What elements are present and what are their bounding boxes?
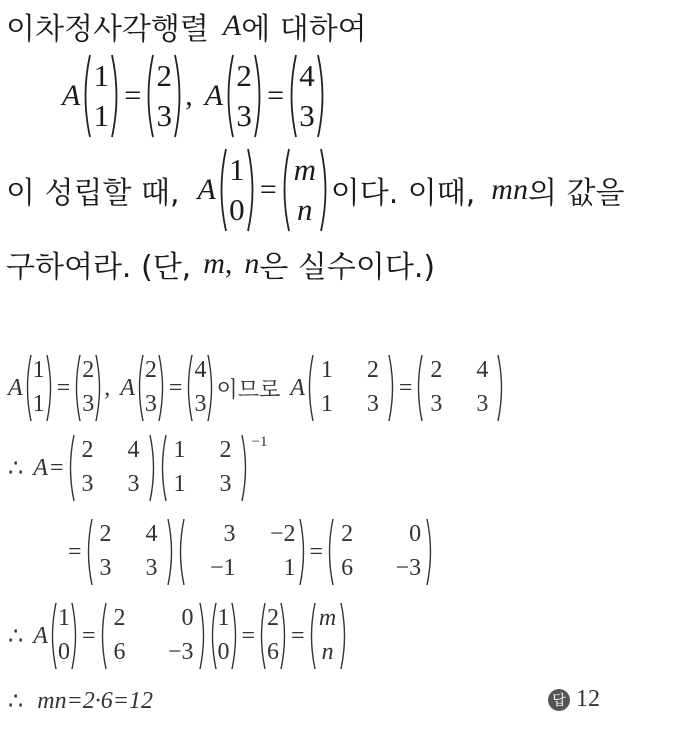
s4-v3-top: 2 bbox=[267, 605, 280, 631]
answer-label-icon: 답 bbox=[548, 689, 570, 711]
s1-v3-bottom: 3 bbox=[144, 391, 157, 417]
s4-a: A bbox=[33, 622, 48, 649]
s3-m3 bbox=[325, 517, 435, 587]
s2-a: A bbox=[33, 454, 48, 481]
s2-m2-r1c2: 2 bbox=[219, 437, 232, 463]
right-paren bbox=[496, 353, 506, 423]
s3-m2-r1c1: 3 bbox=[223, 521, 236, 547]
cond-a: A bbox=[197, 173, 216, 206]
s1-v4 bbox=[184, 353, 216, 423]
right-paren bbox=[45, 353, 55, 423]
s2-m2-r2c2: 3 bbox=[219, 471, 232, 497]
s2-m2-r1c1: 1 bbox=[173, 437, 186, 463]
s2-m1-r1c2: 4 bbox=[127, 437, 140, 463]
s3-m3-r2c2: −3 bbox=[395, 555, 422, 581]
s1-m1-r2c2: 3 bbox=[366, 391, 379, 417]
s1-a1: A bbox=[8, 374, 23, 401]
final-expression: mn=2·6=12 bbox=[37, 687, 154, 714]
right-paren bbox=[253, 52, 265, 140]
right-paren bbox=[316, 52, 328, 140]
s4-equals-1: = bbox=[81, 622, 96, 649]
right-paren bbox=[166, 517, 176, 587]
right-paren bbox=[148, 433, 158, 503]
right-paren bbox=[425, 517, 435, 587]
problem-condition-head: 이 성립할 때, bbox=[6, 176, 180, 211]
eq1-equals: = bbox=[124, 79, 142, 112]
cond-v2-top: m bbox=[293, 152, 316, 187]
cond-v2-bottom: n bbox=[297, 192, 313, 227]
answer-badge bbox=[548, 686, 600, 713]
eq1-a: A bbox=[62, 79, 81, 112]
s3-m1-r2c1: 3 bbox=[99, 555, 112, 581]
cond-vector-left bbox=[216, 146, 258, 234]
cond-equals: = bbox=[259, 173, 277, 206]
cond-v1-top: 1 bbox=[229, 152, 245, 187]
s4-m1-r2c2: −3 bbox=[167, 639, 194, 665]
problem-condition-line bbox=[6, 144, 624, 236]
s3-m2-r1c2: −2 bbox=[270, 521, 296, 547]
s2-equals: = bbox=[49, 454, 64, 481]
right-paren bbox=[70, 601, 80, 671]
right-paren bbox=[206, 353, 216, 423]
s3-m1-r1c1: 2 bbox=[99, 521, 112, 547]
s4-m1-r1c1: 2 bbox=[113, 605, 126, 631]
s3-equals-2: = bbox=[309, 538, 324, 565]
s1-equals-3: = bbox=[398, 374, 413, 401]
right-paren bbox=[230, 601, 240, 671]
s4-v4-bottom: n bbox=[321, 639, 334, 665]
right-paren bbox=[387, 353, 397, 423]
s2-m1-r1c1: 2 bbox=[81, 437, 94, 463]
s1-v1-top: 1 bbox=[32, 357, 45, 383]
var-n: n bbox=[244, 247, 260, 280]
eq1-vector-right bbox=[143, 52, 185, 140]
eq2-v2-top: 4 bbox=[299, 58, 315, 93]
s4-v4 bbox=[307, 601, 349, 671]
s1-m2-r1c2: 4 bbox=[476, 357, 489, 383]
eq1-vector-left bbox=[80, 52, 122, 140]
s1-comma: , bbox=[104, 374, 111, 401]
problem-intro-text: 이차정사각행렬 bbox=[6, 12, 209, 47]
s3-m1 bbox=[84, 517, 176, 587]
s1-v3 bbox=[135, 353, 167, 423]
eq2-vector-right bbox=[286, 52, 328, 140]
right-paren bbox=[94, 353, 104, 423]
right-paren bbox=[157, 353, 167, 423]
s1-equals-2: = bbox=[168, 374, 183, 401]
solution-line-1 bbox=[8, 352, 506, 424]
s4-v1-top: 1 bbox=[57, 605, 70, 631]
right-paren bbox=[240, 433, 250, 503]
s3-m2 bbox=[176, 517, 308, 587]
therefore-icon: ∴ bbox=[8, 455, 24, 482]
left-paren bbox=[98, 601, 108, 671]
s1-m1-r1c2: 2 bbox=[366, 357, 379, 383]
s1-v1 bbox=[23, 353, 55, 423]
s1-m2 bbox=[414, 353, 506, 423]
s1-m2-r2c2: 3 bbox=[476, 391, 489, 417]
right-paren bbox=[173, 52, 185, 140]
problem-footnote-line bbox=[6, 242, 435, 286]
eq2-v1-top: 2 bbox=[236, 58, 252, 93]
solution-line-2 bbox=[8, 432, 267, 504]
s1-equals-1: = bbox=[56, 374, 71, 401]
eq2-v1-bottom: 3 bbox=[236, 98, 252, 133]
s2-m1 bbox=[66, 433, 158, 503]
problem-condition-mid: 이다. 이때, bbox=[330, 176, 476, 211]
s4-v2-bottom: 0 bbox=[217, 639, 230, 665]
right-paren bbox=[198, 601, 208, 671]
eq2-vector-left bbox=[223, 52, 265, 140]
left-paren bbox=[84, 517, 94, 587]
eq1-v2-bottom: 3 bbox=[156, 98, 172, 133]
eq1-v1-top: 1 bbox=[93, 58, 110, 93]
s1-m1 bbox=[305, 353, 397, 423]
cond-vector-right bbox=[279, 146, 331, 234]
answer-value: 12 bbox=[576, 686, 600, 712]
right-paren bbox=[110, 52, 122, 140]
s3-m1-r2c2: 3 bbox=[145, 555, 158, 581]
s4-v3 bbox=[257, 601, 289, 671]
s1-a3: A bbox=[290, 374, 305, 401]
s3-equals-1: = bbox=[68, 538, 82, 565]
problem-equation-line bbox=[62, 50, 328, 142]
problem-line-1 bbox=[6, 6, 367, 46]
s1-m2-r2c1: 3 bbox=[430, 391, 443, 417]
eq2-a: A bbox=[204, 79, 224, 112]
s3-m3-r2c1: 6 bbox=[341, 555, 354, 581]
s4-v4-top: m bbox=[318, 605, 337, 631]
s4-v1 bbox=[48, 601, 80, 671]
s1-m2-r1c1: 2 bbox=[430, 357, 443, 383]
eq2-v2-bottom: 3 bbox=[299, 98, 315, 133]
s4-m1-r2c1: 6 bbox=[113, 639, 126, 665]
therefore-icon: ∴ bbox=[8, 688, 24, 715]
s1-m1-r1c1: 1 bbox=[320, 357, 333, 383]
left-paren bbox=[158, 433, 168, 503]
left-paren bbox=[66, 433, 76, 503]
right-paren bbox=[279, 601, 289, 671]
s1-v4-top: 4 bbox=[194, 357, 207, 383]
therefore-icon: ∴ bbox=[8, 623, 24, 650]
s4-v2-top: 1 bbox=[217, 605, 230, 631]
s4-equals-3: = bbox=[291, 622, 305, 649]
solution-line-5 bbox=[8, 684, 153, 718]
var-m: m bbox=[203, 247, 225, 280]
problem-condition-tail: 의 값을 bbox=[527, 176, 625, 211]
s3-m1-r1c2: 4 bbox=[145, 521, 158, 547]
s1-v1-bottom: 1 bbox=[32, 391, 45, 417]
product-mn: mn bbox=[491, 173, 528, 206]
s1-v2 bbox=[72, 353, 104, 423]
s4-v2 bbox=[208, 601, 240, 671]
s4-m1 bbox=[98, 601, 208, 671]
s3-m2-r2c1: −1 bbox=[210, 555, 236, 581]
eq1-v2-top: 2 bbox=[156, 58, 172, 93]
cond-v1-bottom: 0 bbox=[229, 192, 245, 227]
s3-m3-r1c2: 0 bbox=[409, 521, 422, 547]
s1-v4-bottom: 3 bbox=[194, 391, 207, 417]
s1-v3-top: 2 bbox=[144, 357, 157, 383]
s2-m1-r2c2: 3 bbox=[127, 471, 140, 497]
s2-m2 bbox=[158, 433, 250, 503]
s4-m1-r1c2: 0 bbox=[181, 605, 194, 631]
s1-v2-top: 2 bbox=[82, 357, 95, 383]
matrix-symbol-a: A bbox=[222, 9, 242, 42]
s4-v3-bottom: 6 bbox=[267, 639, 280, 665]
s1-m1-r2c1: 1 bbox=[320, 391, 333, 417]
s3-m2-r2c2: 1 bbox=[283, 555, 296, 581]
problem-footnote-tail: 은 실수이다.) bbox=[259, 250, 436, 285]
s4-equals-2: = bbox=[241, 622, 256, 649]
right-paren bbox=[339, 601, 349, 671]
eq1-comma: , bbox=[185, 79, 193, 112]
right-paren bbox=[319, 146, 331, 234]
s4-v1-bottom: 0 bbox=[57, 639, 70, 665]
left-paren bbox=[176, 517, 186, 587]
left-paren bbox=[305, 353, 315, 423]
problem-footnote-head: 구하여라. (단, bbox=[6, 250, 192, 285]
s2-m2-r2c1: 1 bbox=[173, 471, 186, 497]
s1-v2-bottom: 3 bbox=[82, 391, 95, 417]
solution-line-4 bbox=[8, 600, 349, 672]
right-paren bbox=[298, 517, 308, 587]
eq2-equals: = bbox=[267, 79, 284, 112]
right-paren bbox=[246, 146, 258, 234]
solution-line-3 bbox=[66, 516, 435, 588]
footnote-comma: , bbox=[224, 247, 233, 280]
left-paren bbox=[414, 353, 424, 423]
s1-conjunction: 이므로 bbox=[216, 377, 281, 403]
s2-m1-r2c1: 3 bbox=[81, 471, 94, 497]
inverse-exponent: −1 bbox=[251, 433, 268, 450]
problem-intro-tail: 에 대하여 bbox=[241, 12, 367, 47]
s1-a2: A bbox=[120, 374, 135, 401]
eq1-v1-bottom: 1 bbox=[93, 98, 110, 133]
s3-m3-r1c1: 2 bbox=[341, 521, 354, 547]
left-paren bbox=[325, 517, 335, 587]
